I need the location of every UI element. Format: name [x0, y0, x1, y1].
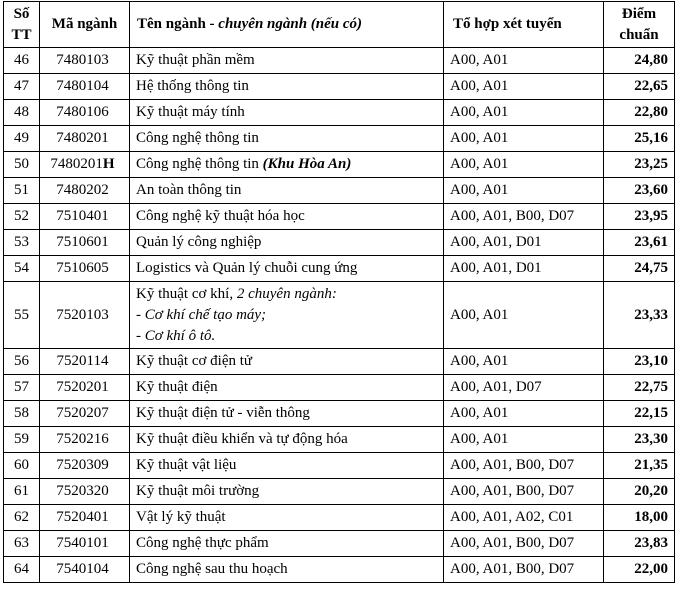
- cell-stt: 58: [4, 401, 40, 427]
- cell-name: [130, 282, 444, 349]
- table-row: [4, 427, 675, 453]
- header-score: Điểm chuẩn: [604, 2, 675, 48]
- cell-stt: 64: [4, 557, 40, 583]
- cell-score: 22,15: [604, 401, 675, 427]
- cell-combo: A00, A01, B00, D07: [444, 531, 604, 557]
- header-name: Tên ngành - chuyên ngành (nếu có): [130, 2, 444, 48]
- cell-name: An toàn thông tin: [130, 178, 444, 204]
- cell-stt: 59: [4, 427, 40, 453]
- table-row: [4, 282, 675, 349]
- table-row: [4, 204, 675, 230]
- sub-major-1: - Cơ khí chế tạo máy;: [136, 306, 267, 323]
- cell-combo: A00, A01: [444, 401, 604, 427]
- cell-score: 18,00: [604, 505, 675, 531]
- table-row: [4, 152, 675, 178]
- table-row: [4, 375, 675, 401]
- cell-score: 23,30: [604, 427, 675, 453]
- table-row: [4, 100, 675, 126]
- cell-name: Kỹ thuật điện: [130, 375, 444, 401]
- cell-code: 7480104: [40, 74, 130, 100]
- cell-combo: A00, A01, D07: [444, 375, 604, 401]
- cell-code: 7520216: [40, 427, 130, 453]
- cell-stt: 48: [4, 100, 40, 126]
- cell-stt: 53: [4, 230, 40, 256]
- table-row: [4, 401, 675, 427]
- table-row: [4, 74, 675, 100]
- table-row: [4, 557, 675, 583]
- admission-score-table: [3, 1, 675, 583]
- cell-code: 7480202: [40, 178, 130, 204]
- cell-stt: 61: [4, 479, 40, 505]
- cell-stt: 50: [4, 152, 40, 178]
- cell-code: 7520207: [40, 401, 130, 427]
- cell-code: 7510601: [40, 230, 130, 256]
- sub-major-2: - Cơ khí ô tô.: [136, 327, 216, 344]
- cell-stt: 57: [4, 375, 40, 401]
- cell-combo: A00, A01, B00, D07: [444, 479, 604, 505]
- cell-stt: 63: [4, 531, 40, 557]
- cell-code: 7520201: [40, 375, 130, 401]
- header-code: Mã ngành: [40, 2, 130, 48]
- cell-stt: 49: [4, 126, 40, 152]
- table-row: [4, 505, 675, 531]
- header-combo: Tổ hợp xét tuyển: [444, 2, 604, 48]
- cell-name: Hệ thống thông tin: [130, 74, 444, 100]
- cell-combo: A00, A01, B00, D07: [444, 557, 604, 583]
- cell-score: 22,00: [604, 557, 675, 583]
- cell-stt: 46: [4, 48, 40, 74]
- cell-name: Kỹ thuật vật liệu: [130, 453, 444, 479]
- name-main: Kỹ thuật cơ khí, 2 chuyên ngành:: [136, 285, 337, 302]
- table-header-row: [4, 2, 675, 48]
- code-suffix: H: [102, 156, 115, 172]
- table-row: [4, 178, 675, 204]
- cell-combo: A00, A01: [444, 282, 604, 349]
- cell-code: 7480106: [40, 100, 130, 126]
- cell-name: Quản lý công nghiệp: [130, 230, 444, 256]
- cell-code: 7510605: [40, 256, 130, 282]
- header-stt: Số TT: [4, 2, 40, 48]
- cell-score: 20,20: [604, 479, 675, 505]
- cell-stt: 55: [4, 282, 40, 349]
- cell-name: Công nghệ thực phẩm: [130, 531, 444, 557]
- cell-score: 21,35: [604, 453, 675, 479]
- cell-code: 7510401: [40, 204, 130, 230]
- cell-combo: A00, A01: [444, 100, 604, 126]
- cell-code: 7480201: [40, 126, 130, 152]
- cell-name: Vật lý kỹ thuật: [130, 505, 444, 531]
- cell-score: 25,16: [604, 126, 675, 152]
- cell-combo: A00, A01: [444, 126, 604, 152]
- cell-code: 7520401: [40, 505, 130, 531]
- cell-score: 23,10: [604, 349, 675, 375]
- table-row: [4, 256, 675, 282]
- cell-stt: 56: [4, 349, 40, 375]
- cell-combo: A00, A01, B00, D07: [444, 204, 604, 230]
- cell-combo: A00, A01: [444, 178, 604, 204]
- table-row: [4, 479, 675, 505]
- cell-name: Công nghệ thông tin (Khu Hòa An): [130, 152, 444, 178]
- cell-combo: A00, A01, D01: [444, 230, 604, 256]
- cell-combo: A00, A01, D01: [444, 256, 604, 282]
- table-row: [4, 126, 675, 152]
- cell-code: 7480103: [40, 48, 130, 74]
- table-row: [4, 453, 675, 479]
- cell-score: 22,75: [604, 375, 675, 401]
- cell-code: 7480201H: [40, 152, 130, 178]
- cell-combo: A00, A01: [444, 74, 604, 100]
- cell-name: Kỹ thuật máy tính: [130, 100, 444, 126]
- cell-stt: 60: [4, 453, 40, 479]
- cell-stt: 47: [4, 74, 40, 100]
- table-row: [4, 230, 675, 256]
- cell-score: 23,83: [604, 531, 675, 557]
- cell-name: Công nghệ thông tin: [130, 126, 444, 152]
- cell-code: 7520103: [40, 282, 130, 349]
- cell-combo: A00, A01: [444, 152, 604, 178]
- cell-name: Kỹ thuật cơ điện tử: [130, 349, 444, 375]
- cell-name: Logistics và Quản lý chuỗi cung ứng: [130, 256, 444, 282]
- cell-combo: A00, A01, B00, D07: [444, 453, 604, 479]
- campus-note: (Khu Hòa An): [262, 156, 352, 172]
- cell-code: 7540101: [40, 531, 130, 557]
- cell-name: Kỹ thuật môi trường: [130, 479, 444, 505]
- table-row: [4, 531, 675, 557]
- cell-name: Kỹ thuật phần mềm: [130, 48, 444, 74]
- cell-name: Kỹ thuật điều khiển và tự động hóa: [130, 427, 444, 453]
- cell-code: 7540104: [40, 557, 130, 583]
- cell-name: Công nghệ kỹ thuật hóa học: [130, 204, 444, 230]
- cell-score: 24,75: [604, 256, 675, 282]
- cell-score: 23,60: [604, 178, 675, 204]
- cell-score: 22,65: [604, 74, 675, 100]
- cell-combo: A00, A01: [444, 349, 604, 375]
- cell-combo: A00, A01: [444, 427, 604, 453]
- cell-combo: A00, A01: [444, 48, 604, 74]
- cell-score: 24,80: [604, 48, 675, 74]
- cell-score: 23,61: [604, 230, 675, 256]
- cell-name: Công nghệ sau thu hoạch: [130, 557, 444, 583]
- cell-score: 23,95: [604, 204, 675, 230]
- cell-code: 7520309: [40, 453, 130, 479]
- cell-score: 23,33: [604, 282, 675, 349]
- table-row: [4, 48, 675, 74]
- cell-score: 22,80: [604, 100, 675, 126]
- cell-stt: 51: [4, 178, 40, 204]
- cell-name: Kỹ thuật điện tử - viễn thông: [130, 401, 444, 427]
- cell-stt: 52: [4, 204, 40, 230]
- cell-stt: 62: [4, 505, 40, 531]
- cell-combo: A00, A01, A02, C01: [444, 505, 604, 531]
- cell-score: 23,25: [604, 152, 675, 178]
- cell-code: 7520320: [40, 479, 130, 505]
- cell-code: 7520114: [40, 349, 130, 375]
- cell-stt: 54: [4, 256, 40, 282]
- table-row: [4, 349, 675, 375]
